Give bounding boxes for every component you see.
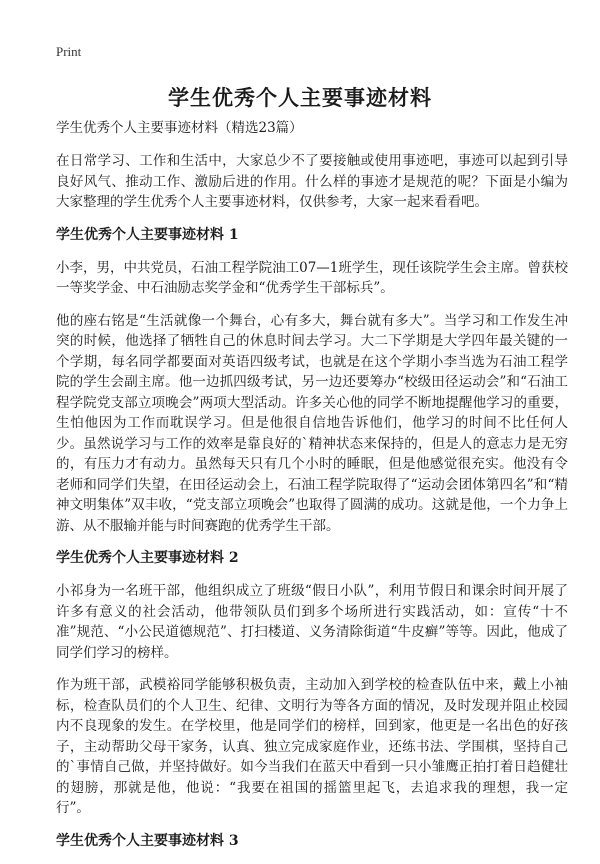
article-body [56,118,568,864]
article-subtitle: 学生优秀个人主要事迹材料（精选23篇） [56,120,303,136]
section-heading-1: 学生优秀个人主要事迹材料 1 [56,226,239,243]
intro-paragraph: 在日常学习、工作和生活中，大家总少不了要接触或使用事迹吧，事迹可以起到引导良好风气、推动工作、激励后进的作用。什么样的事迹才是规范的呢？下面是小编为大家整理的学生优秀个人主要事迹材料，仅供参考，大家一起来看看吧。 [56,153,568,210]
section-1-paragraph-2: 他的座右铭是“生活就像一个舞台，心有多大，舞台就有多大”。当学习和工作发生冲突的时候，他选择了牺牲自己的休息时间去学习。大二下学期是大学四年最关键的一个学期，每名同学都要面对英语四级考试，也就是在这个学期小李当选为石油工程学院的学生会副主席。他一边抓四级考试，另一边还要筹办“校级田径运动会”和“石油工程学院党支部立项晚会”两项大型活动。许多关心他的同学不断地提醒他学习的重要，生怕他因为工作而耽误学习。但是他很自信地告诉他们，他学习的时间不比任何人少。虽然说学习与工作的效率是靠良好的`精神状态来保持的，但是人的意志力是无穷的，有压力才有动力。虽然每天只有几个小时的睡眠，但是他感觉很充实。他没有令老师和同学们失望，在田径运动会上，石油工程学院取得了“运动会团体第四名”和“精神文明集体”双丰收，“党支部立项晚会”也取得了圆满的成功。这就是他，一个力争上游、从不服输并能与时间赛跑的优秀学生干部。 [56,312,568,534]
section-2-paragraph-2: 作为班干部，武模裕同学能够积极负责，主动加入到学校的检查队伍中来，戴上小袖标，检查队员们的个人卫生、纪律、文明行为等各方面的情况，及时发现并阻止校园内不良现象的发生。在学校里，他是同学们的榜样，回到家，他更是一名出色的好孩子，主动帮助父母干家务，认真、独立完成家庭作业，还练书法、学围棋，坚持自己的`事情自己做，并坚持做好。如今当我们在蓝天中看到一只小雏鹰正拍打着日趋健壮的翅膀，那就是他，他说：“我要在祖国的摇篮里起飞，去追求我的理想，我一定行”。 [56,677,568,816]
print-link[interactable]: Print [56,44,82,59]
section-heading-3: 学生优秀个人主要事迹材料 3 [56,832,239,849]
section-2-paragraph-1: 小祁身为一名班干部，他组织成立了班级“假日小队”，利用节假日和课余时间开展了许多有意义的社会活动，他带领队员们到多个场所进行实践活动，如：宣传“十不准”规范、“小公民道德规范”、打扫楼道、义务清除街道“牛皮癣”等等。因此，他成了同学们学习的榜样。 [56,583,568,661]
section-heading-2: 学生优秀个人主要事迹材料 2 [56,550,239,566]
page-title: 学生优秀个人主要事迹材料 [168,85,432,110]
section-1-paragraph-1: 小李，男，中共党员，石油工程学院油工07—1班学生，现任该院学生会主席。曾获校一等奖学金、中石油励志奖学金和“优秀学生干部标兵”。 [56,259,568,296]
